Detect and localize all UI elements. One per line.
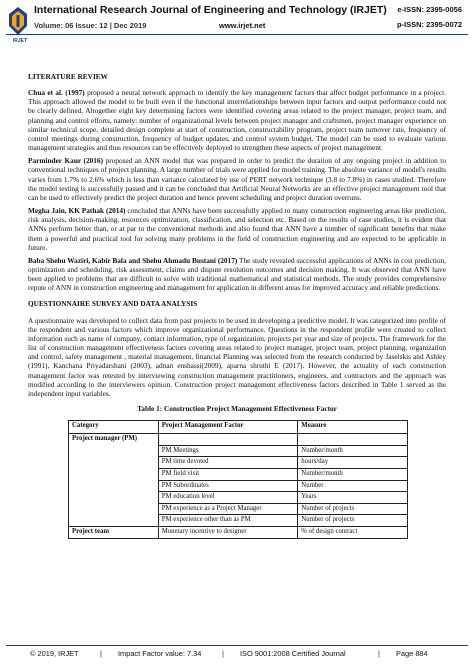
category-cell (69, 457, 159, 469)
footer-separator: | (222, 649, 224, 658)
table-row (69, 457, 408, 469)
category-cell: Project team (69, 526, 159, 538)
table-header-row (69, 421, 408, 434)
citation-lead: Baba Shehu Waziri, Kabir Bala and Shehu Ahmadu Bustani (2017) (28, 255, 238, 265)
table-row (69, 492, 408, 504)
paragraph-text: The study revealed successful applications of ANNs in cost prediction, optimization and scheduling, risk assessment, claims and dispute resolution outcomes and decision making. It was observed that ANN have been applied to problems that are difficult to solve with traditional mathematical and statistical methods. The study provides comprehensive repute of ANN in construction engineering and management for application in different areas for improved accuracy and reliable predictions. (28, 255, 446, 293)
measure-cell (298, 434, 408, 446)
table-row (69, 445, 408, 457)
paragraph-questionnaire: A questionnaire was developed to collect data from past projects to be used in developing a predictive model. It was categorized into profile of the respondent and various factors which improve organizational performance. Questions in the respondent profile were created to collect information such as name of company, contact information, type of organization, projects per year and size of projects. The framework for the list of construction management effectiveness factors covering areas related to project manager, project team, project planning, organization and control, safety management , material management, financial Planning was selected from the research conducted by Jaselskis and Ashley (1991), Kanchana Priyadarshani (2003), adnan enshassi(2009), aparna shruthi E (2017). However, the actuality of each construction management factor was retested by interviewing construction management practitioners, engineers, and contractors and the approach was modified according to the interviewers opinion. Construction project management effectiveness factors described in Table 1 served as the independent input variables. (28, 315, 446, 398)
footer-iso: ISO 9001:2008 Certified Journal (240, 649, 346, 658)
paragraph-jain (28, 206, 446, 252)
table-row (69, 503, 408, 515)
logo-text: IRJET (12, 38, 28, 44)
journal-header (0, 0, 474, 52)
factor-cell: Monetary incentive to designer (158, 526, 298, 538)
table-caption: Table 1: Construction Project Management Effectiveness Factor (137, 404, 337, 413)
header-factor: Project Management Factor (158, 421, 298, 434)
category-cell: Project manager (PM) (69, 434, 159, 446)
footer-impact-factor: Impact Factor value: 7.34 (118, 649, 202, 658)
category-cell (69, 492, 159, 504)
citation-lead: Parminder Kaur (2016) (28, 156, 104, 166)
paragraph-kaur (28, 156, 446, 202)
measure-cell: Number/month (298, 445, 408, 457)
factor-cell: PM education level (158, 492, 298, 504)
section-title-questionnaire: QUESTIONNAIRE SURVEY AND DATA ANALYSIS (28, 299, 198, 309)
measure-cell: Years (298, 492, 408, 504)
table-row (69, 526, 408, 538)
paragraph-chua (28, 88, 446, 152)
citation-lead: Megha Jain, KK Pathak (2014) (28, 206, 126, 216)
paragraph-text: proposed an ANN model that was prepared in order to predict the duration of any ongoing project in addition to conventional techniques of project planning. A large number of trials were applied for model training. The absolute variance of model's results varies from 1.7% to 2.6% which is less than variance calculated by use of PERT network technique (3.8 to 7.8%) in cases studied. Therefore the model testing is successfully passed and it can be concluded that Artificial Neural Networks are an effective project management tool that can be used to effectively predict the project duration and hence prevent scheduling and project duration overruns. (28, 156, 446, 202)
paragraph-text: proposed a neural network approach to identify the key management factors that affect budget performance in a project. This approach allowed the model to be built even if the functional interrelationships between input factors and output performance could not be clearly defined. Altogether eight key determining factors were identified covering areas related to the project manager, project team, and planning and control efforts, namely: number of organizational levels between project manager and craftsmen, project manager experience on similar technical scope, detailed design complete at start of construction, constructability program, project team turnover rate, frequency of control meetings during construction, frequency of budget updates, and control system budget. The model can be used to evaluate various management strategies and thus resources can be effectively deployed to strengthen these aspects of project management. (28, 88, 446, 153)
journal-title: International Research Journal of Engineering and Technology (IRJET) (34, 4, 387, 16)
category-cell (69, 515, 159, 527)
footer-divider (6, 645, 468, 646)
measure-cell: hours/day (298, 457, 408, 469)
footer-page-number: Page 884 (396, 649, 428, 658)
factor-cell: PM experience other than as PM (158, 515, 298, 527)
measure-cell: Number of projects (298, 503, 408, 515)
table-row (69, 434, 408, 446)
footer-separator: | (100, 649, 102, 658)
header-measure: Measure (298, 421, 408, 434)
category-cell (69, 503, 159, 515)
footer-copyright: © 2019, IRJET (30, 649, 79, 658)
page-content (28, 72, 446, 539)
header-category: Category (69, 421, 159, 434)
factor-cell: PM experience as a Project Manager (158, 503, 298, 515)
measure-cell: Number/month (298, 468, 408, 480)
paragraph-text: concluded that ANNs have been successfully applied to many construction engineering areas like prediction, risk analysis, decision-making, resources optimization, classification, and selection etc. Based on the results of case studies, it is evident that ANNs perform better than, or at par to the conventional methods and also found that ANN have a number of significant benefits that make them a powerful and practical tool for solving many problems in the field of construction engineering and are expected to be applicable in future. (28, 206, 446, 252)
irjet-logo-icon (7, 6, 29, 36)
e-issn: e-ISSN: 2395-0056 (397, 5, 462, 14)
category-cell (69, 445, 159, 457)
table-row (69, 468, 408, 480)
factor-table (68, 420, 408, 538)
category-cell (69, 480, 159, 492)
category-cell (69, 468, 159, 480)
factor-cell (158, 434, 298, 446)
factor-cell: PM Meetings (158, 445, 298, 457)
volume-issue: Volume: 06 Issue: 12 | Dec 2019 (34, 21, 147, 30)
measure-cell: Number of projects (298, 515, 408, 527)
factor-cell: PM Subordinates (158, 480, 298, 492)
citation-lead: Chua et al. (1997) (28, 88, 85, 98)
section-title-literature-review: LITERATURE REVIEW (28, 72, 108, 81)
factor-cell: PM time devoted (158, 457, 298, 469)
measure-cell: Number (298, 480, 408, 492)
footer-separator: | (378, 649, 380, 658)
factor-cell: PM field visit (158, 468, 298, 480)
measure-cell: % of design contract (298, 526, 408, 538)
p-issn: p-ISSN: 2395-0072 (396, 20, 462, 29)
journal-website: www.irjet.net (219, 21, 266, 30)
paragraph-waziri (28, 256, 446, 293)
table-row (69, 480, 408, 492)
header-divider (6, 34, 468, 35)
table-row (69, 515, 408, 527)
